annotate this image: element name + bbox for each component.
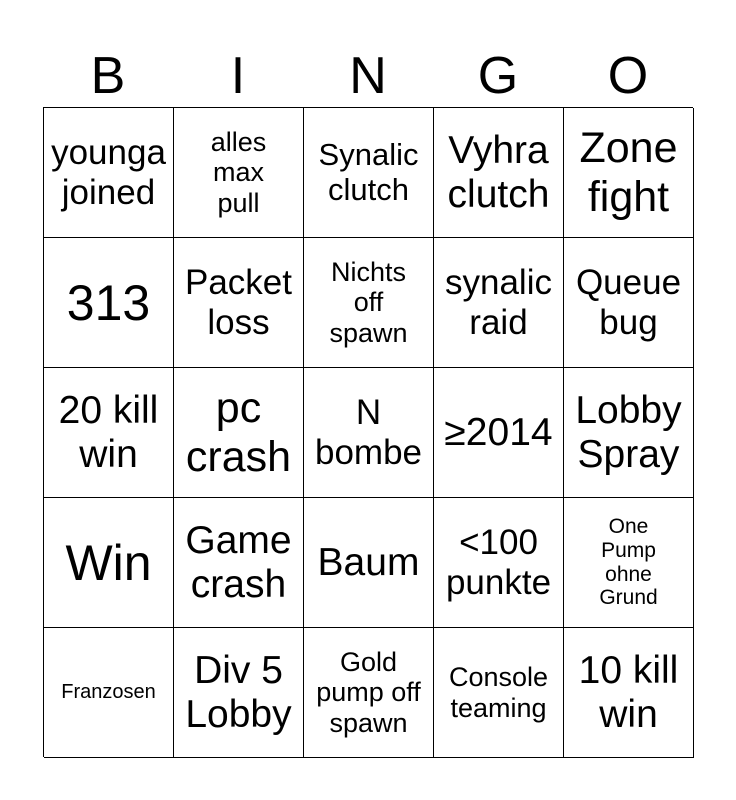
bingo-cell-text: <100 punkte <box>445 523 552 602</box>
bingo-cell-r3c2[interactable] <box>174 368 304 498</box>
bingo-cell-r1c1[interactable] <box>44 108 174 238</box>
bingo-cell-text: Vyhra clutch <box>447 128 550 216</box>
bingo-cell-r1c5[interactable] <box>564 108 694 238</box>
bingo-cell-text: Synalic clutch <box>318 136 419 207</box>
bingo-board <box>43 107 693 757</box>
bingo-cell-r5c4[interactable] <box>434 628 564 758</box>
header-letter-i: I <box>230 47 246 105</box>
bingo-cell-r4c2[interactable] <box>174 498 304 628</box>
bingo-cell-text: Franzosen <box>61 681 156 704</box>
bingo-cell-text: Packet loss <box>185 263 292 342</box>
bingo-cell-r5c3[interactable] <box>304 628 434 758</box>
bingo-cell-text: Win <box>65 534 152 591</box>
bingo-cell-r3c3[interactable] <box>304 368 434 498</box>
header-letter-n: N <box>349 47 387 105</box>
bingo-cell-text: N bombe <box>314 393 423 472</box>
bingo-cell-text: 10 kill win <box>578 648 679 736</box>
bingo-cell-r2c3[interactable] <box>304 238 434 368</box>
bingo-cell-r4c1[interactable] <box>44 498 174 628</box>
bingo-cell-text: Baum <box>317 540 420 584</box>
bingo-cell-r2c1[interactable] <box>44 238 174 368</box>
bingo-cell-r4c4[interactable] <box>434 498 564 628</box>
bingo-cell-r4c5[interactable] <box>564 498 694 628</box>
bingo-cell-r1c4[interactable] <box>434 108 564 238</box>
bingo-cell-r2c4[interactable] <box>434 238 564 368</box>
bingo-cell-r5c2[interactable] <box>174 628 304 758</box>
bingo-cell-text: alles max pull <box>210 127 267 218</box>
bingo-cell-text: synalic raid <box>445 263 552 342</box>
bingo-cell-text: 313 <box>66 274 151 331</box>
bingo-cell-text: ≥2014 <box>444 410 553 454</box>
bingo-cell-text: younga joined <box>51 133 166 212</box>
header-letter-g: G <box>477 47 519 105</box>
bingo-cell-r1c2[interactable] <box>174 108 304 238</box>
bingo-cell-r2c5[interactable] <box>564 238 694 368</box>
bingo-cell-text: Nichts off spawn <box>329 257 408 348</box>
bingo-cell-text: One Pump ohne Grund <box>599 515 658 610</box>
bingo-cell-r4c3[interactable] <box>304 498 434 628</box>
header-letter-o: O <box>607 47 649 105</box>
bingo-cell-r2c2[interactable] <box>174 238 304 368</box>
bingo-cell-r1c3[interactable] <box>304 108 434 238</box>
bingo-cell-text: Gold pump off spawn <box>316 647 421 738</box>
bingo-cell-r3c1[interactable] <box>44 368 174 498</box>
bingo-cell-text: pc crash <box>185 384 292 481</box>
bingo-cell-r5c1[interactable] <box>44 628 174 758</box>
header-letter-b: B <box>90 47 126 105</box>
bingo-cell-text: Game crash <box>185 518 292 606</box>
bingo-cell-r3c5[interactable] <box>564 368 694 498</box>
bingo-cell-text: Lobby Spray <box>575 388 682 476</box>
bingo-header <box>43 44 693 108</box>
bingo-cell-text: Queue bug <box>575 263 682 342</box>
bingo-cell-text: Div 5 Lobby <box>185 648 292 736</box>
bingo-cell-r5c5[interactable] <box>564 628 694 758</box>
bingo-cell-text: 20 kill win <box>58 388 159 476</box>
bingo-cell-text: Console teaming <box>448 662 549 723</box>
bingo-cell-text: Zone fight <box>579 124 678 221</box>
bingo-cell-r3c4[interactable] <box>434 368 564 498</box>
